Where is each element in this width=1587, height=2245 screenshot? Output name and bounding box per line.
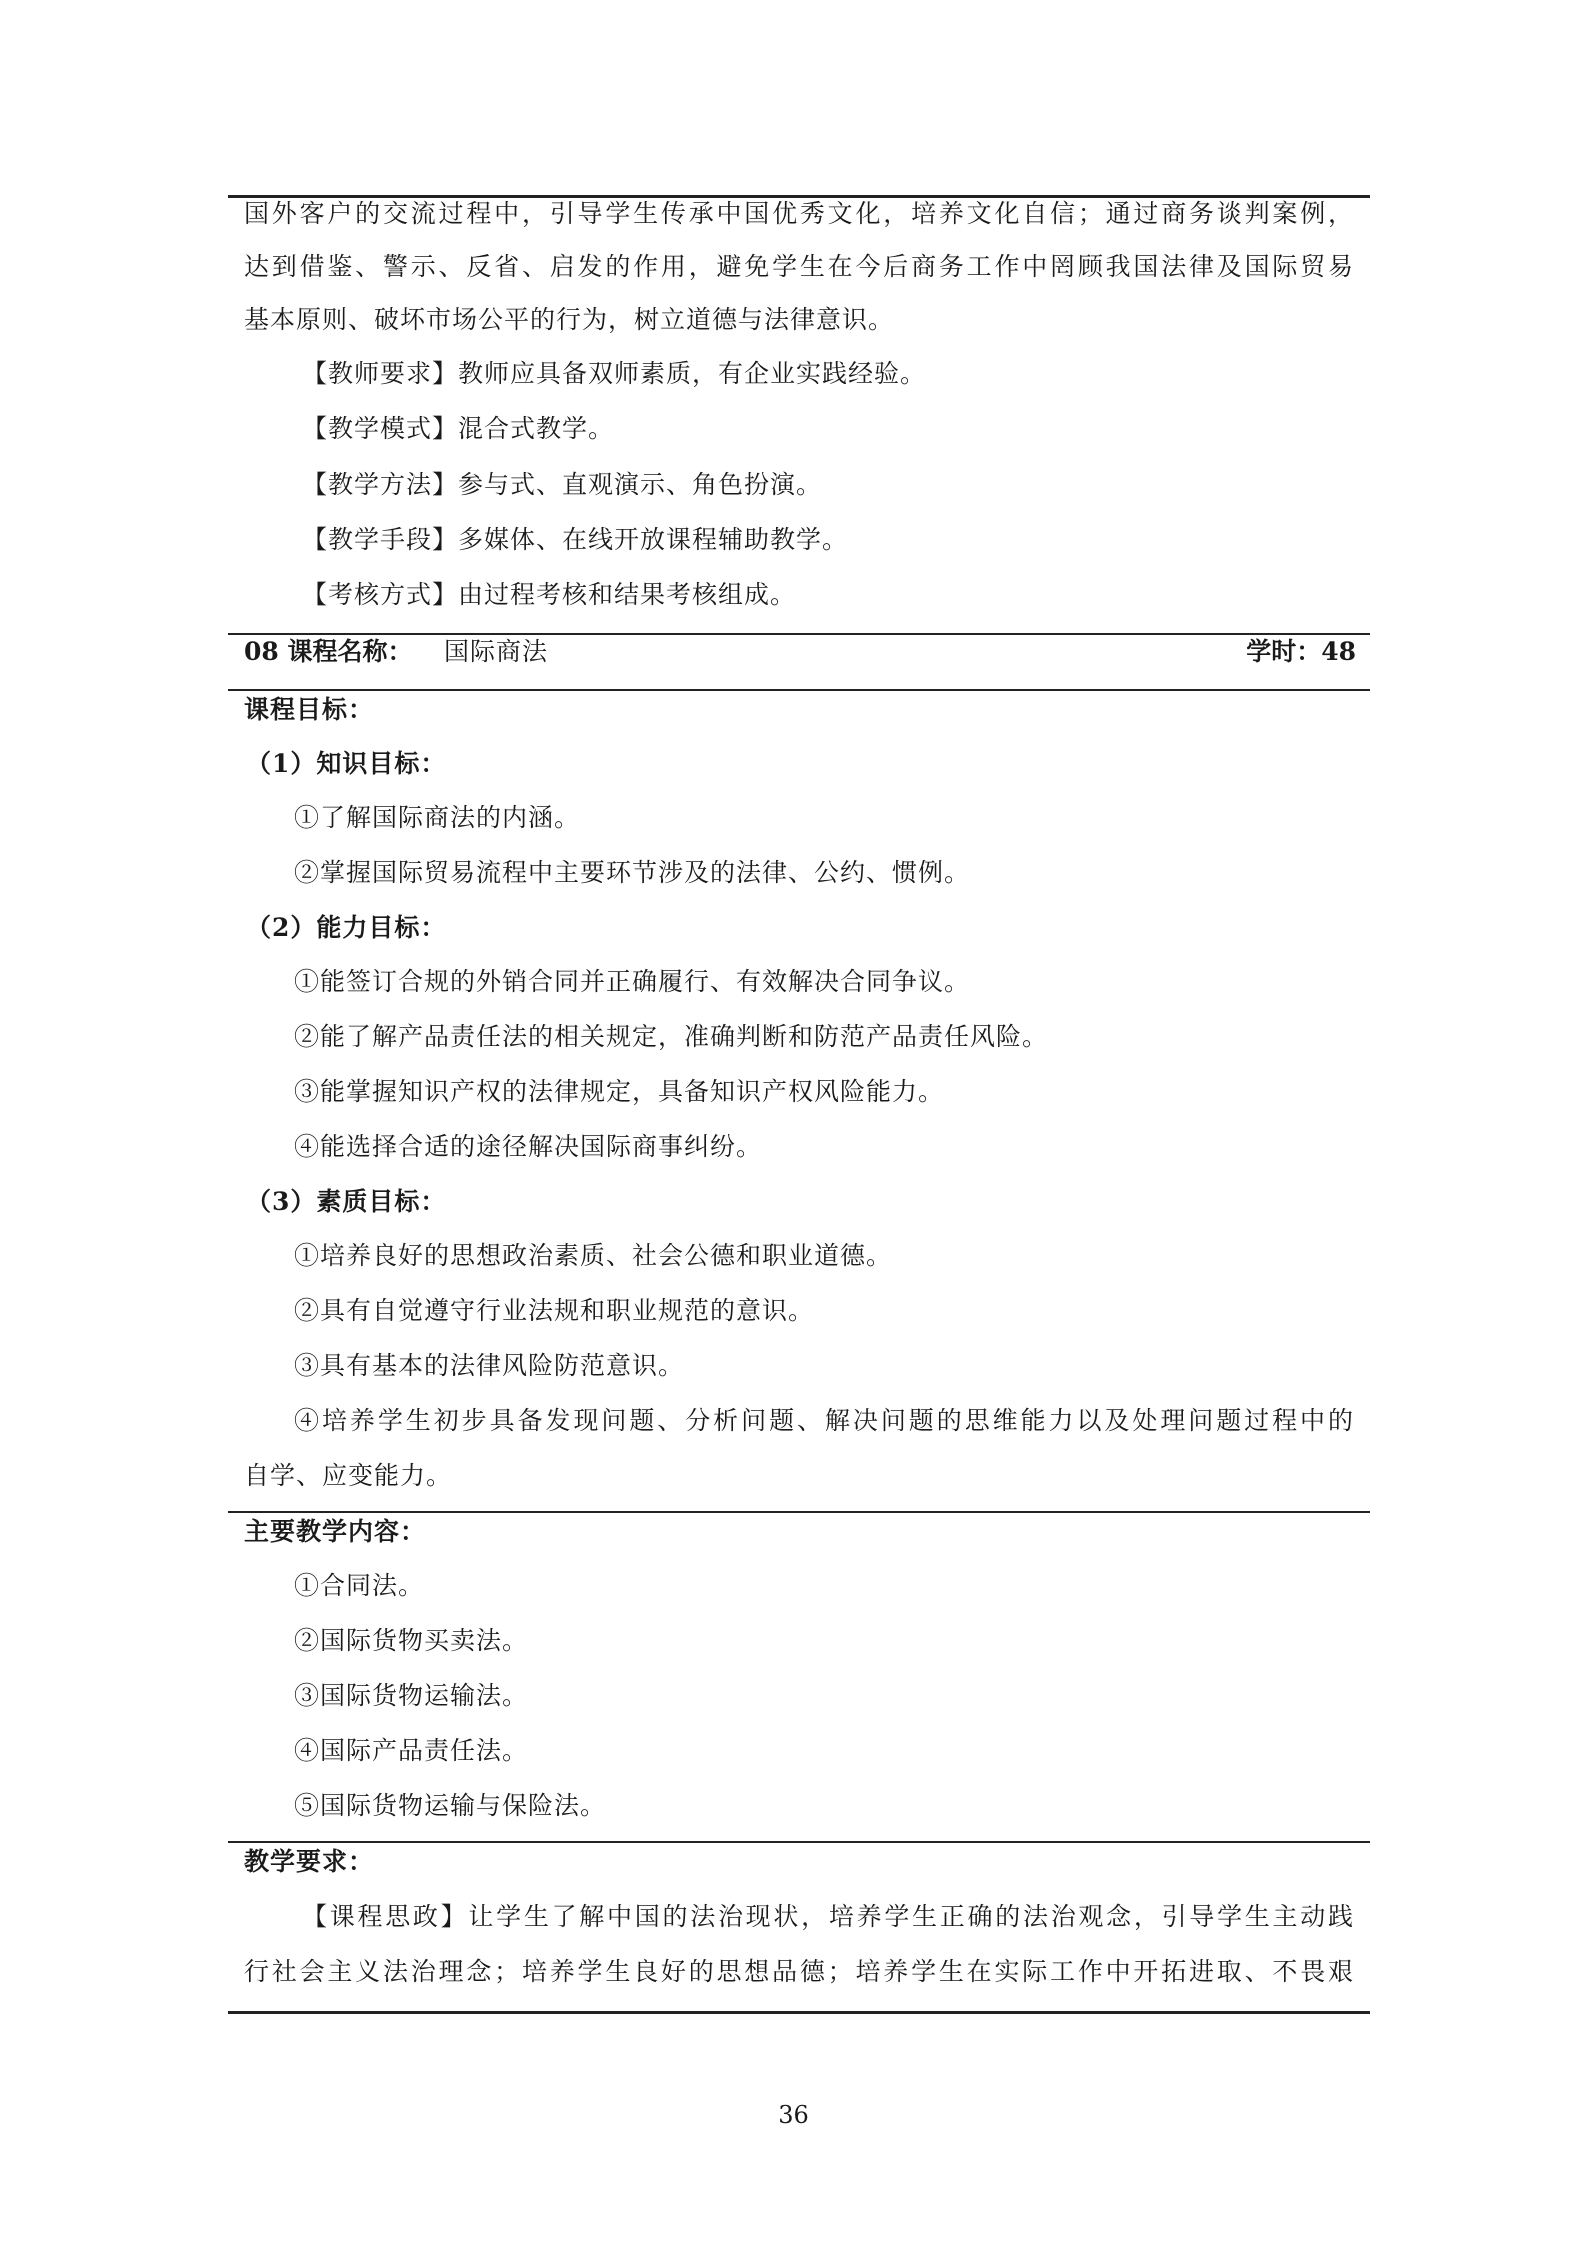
teacher-requirement: 【教师要求】教师应具备双师素质，有企业实践经验。 bbox=[302, 359, 927, 388]
assessment-method: 【考核方式】由过程考核和结果考核组成。 bbox=[302, 580, 797, 609]
content-item: ⑤国际货物运输与保险法。 bbox=[294, 1791, 607, 1820]
quality-objectives-title: （3）素质目标： bbox=[246, 1187, 447, 1216]
paragraph-line: 国外客户的交流过程中，引导学生传承中国优秀文化，培养文化自信；通过商务谈判案例， bbox=[244, 199, 1354, 228]
ability-objective-item: ②能了解产品责任法的相关规定，准确判断和防范产品责任风险。 bbox=[294, 1022, 1049, 1051]
quality-objective-item: ②具有自觉遵守行业法规和职业规范的意识。 bbox=[294, 1296, 815, 1325]
requirements-section-rule bbox=[228, 1841, 1370, 1843]
content-section-rule bbox=[228, 1511, 1370, 1513]
ability-objective-item: ③能掌握知识产权的法律规定，具备知识产权风险能力。 bbox=[294, 1077, 945, 1106]
content-item: ④国际产品责任法。 bbox=[294, 1736, 529, 1765]
teaching-requirements-line: 【课程思政】让学生了解中国的法治现状，培养学生正确的法治观念，引导学生主动践 bbox=[302, 1902, 1354, 1931]
quality-objective-item: ①培养良好的思想政治素质、社会公德和职业道德。 bbox=[294, 1241, 893, 1270]
teaching-requirements-line: 行社会主义法治理念；培养学生良好的思想品德；培养学生在实际工作中开拓进取、不畏艰 bbox=[244, 1957, 1354, 1986]
content-heading: 主要教学内容： bbox=[244, 1517, 427, 1546]
course-row-bottom-rule bbox=[228, 689, 1370, 691]
knowledge-objective-item: ①了解国际商法的内涵。 bbox=[294, 803, 581, 832]
top-rule bbox=[228, 195, 1370, 198]
quality-objective-item: ③具有基本的法律风险防范意识。 bbox=[294, 1351, 685, 1380]
teaching-mode: 【教学模式】混合式教学。 bbox=[302, 414, 615, 443]
quality-objective-item: ④培养学生初步具备发现问题、分析问题、解决问题的思维能力以及处理问题过程中的 bbox=[294, 1406, 1354, 1435]
teaching-method: 【教学方法】参与式、直观演示、角色扮演。 bbox=[302, 470, 823, 499]
knowledge-objective-item: ②掌握国际贸易流程中主要环节涉及的法律、公约、惯例。 bbox=[294, 858, 971, 887]
ability-objectives-title: （2）能力目标： bbox=[246, 913, 447, 942]
course-row-top-rule bbox=[228, 633, 1370, 635]
course-hours: 学时：48 bbox=[1246, 637, 1356, 666]
ability-objective-item: ①能签订合规的外销合同并正确履行、有效解决合同争议。 bbox=[294, 967, 971, 996]
ability-objective-item: ④能选择合适的途径解决国际商事纠纷。 bbox=[294, 1132, 763, 1161]
objectives-heading: 课程目标： bbox=[244, 695, 375, 724]
teaching-requirements-heading: 教学要求： bbox=[244, 1847, 375, 1876]
content-item: ②国际货物买卖法。 bbox=[294, 1626, 529, 1655]
teaching-means: 【教学手段】多媒体、在线开放课程辅助教学。 bbox=[302, 525, 849, 554]
paragraph-line: 基本原则、破坏市场公平的行为，树立道德与法律意识。 bbox=[244, 305, 895, 334]
content-item: ①合同法。 bbox=[294, 1571, 425, 1600]
bottom-rule bbox=[228, 2011, 1370, 2014]
page-number: 36 bbox=[778, 2101, 809, 2129]
course-name: 国际商法 bbox=[444, 637, 549, 666]
paragraph-line: 达到借鉴、警示、反省、启发的作用，避免学生在今后商务工作中罔顾我国法律及国际贸易 bbox=[244, 252, 1354, 281]
quality-objective-item-continued: 自学、应变能力。 bbox=[244, 1461, 453, 1490]
knowledge-objectives-title: （1）知识目标： bbox=[246, 749, 447, 778]
content-item: ③国际货物运输法。 bbox=[294, 1681, 529, 1710]
course-label: 08 课程名称： bbox=[244, 637, 413, 666]
course-header-row bbox=[244, 637, 1356, 673]
